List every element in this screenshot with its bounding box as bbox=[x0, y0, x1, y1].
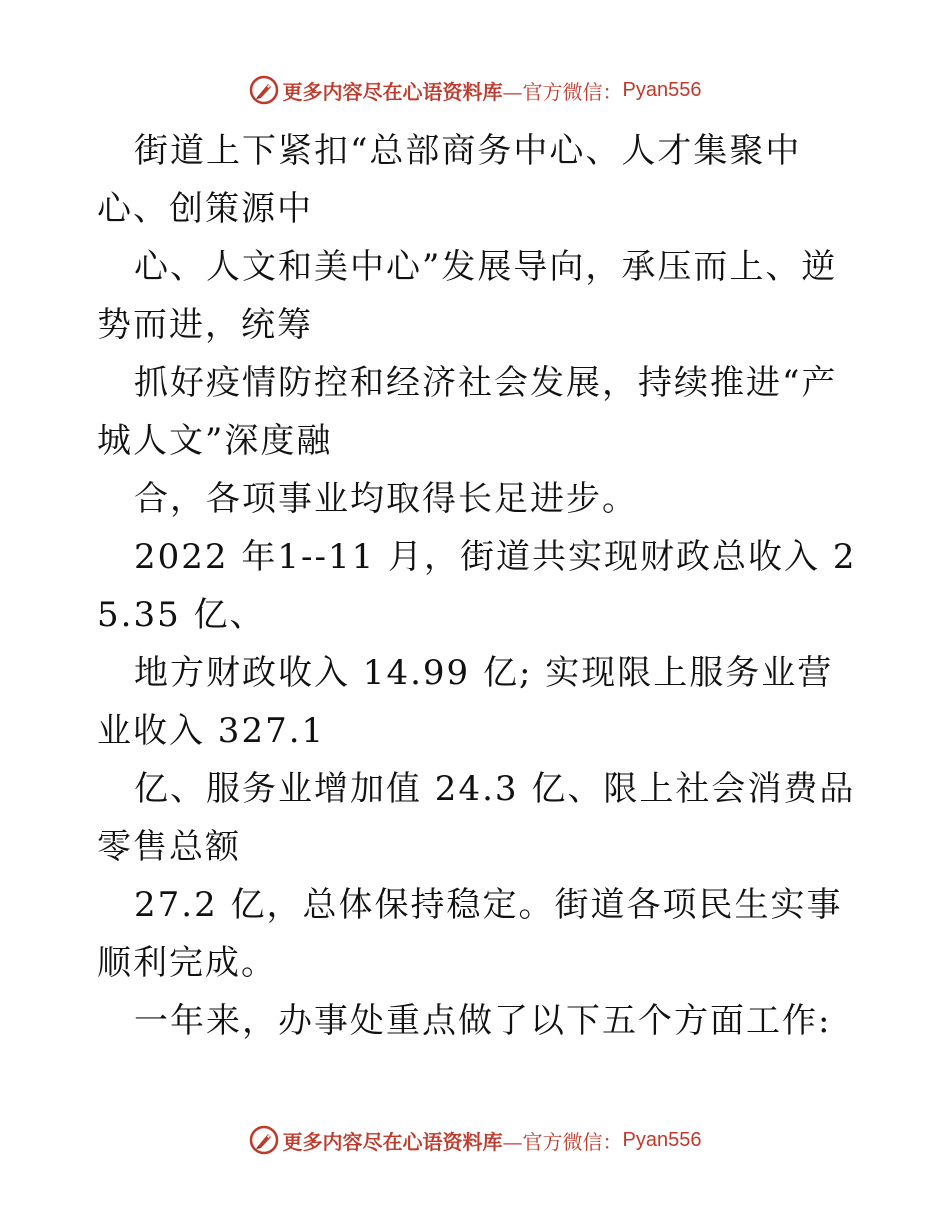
pen-nib-logo-icon bbox=[249, 1125, 279, 1155]
banner-sub-text: —官方微信： bbox=[502, 79, 623, 104]
document-body bbox=[97, 122, 867, 1050]
paragraph-7: 亿、服务业增加值 24.3 亿、限上社会消费品零售总额 bbox=[97, 769, 856, 867]
paragraph-1: 街道上下紧扣“总部商务中心、人才集聚中心、创策源中 bbox=[97, 131, 802, 229]
paragraph-3: 抓好疫情防控和经济社会发展，持续推进“产城人文”深度融 bbox=[97, 363, 838, 461]
banner-main-text: 更多内容尽在心语资料库 bbox=[282, 79, 503, 104]
paragraph-2: 心、人文和美中心”发展导向，承压而上、逆势而进，统筹 bbox=[97, 247, 838, 345]
paragraph-4: 合，各项事业均取得长足进步。 bbox=[134, 479, 638, 519]
header-banner bbox=[0, 70, 950, 110]
footer-banner bbox=[0, 1120, 950, 1160]
paragraph-8: 27.2 亿，总体保持稳定。街道各项民生实事顺利完成。 bbox=[97, 885, 843, 983]
footer-wechat-id: Pyan556 bbox=[622, 1128, 702, 1151]
paragraph-5: 2022 年1--11 月，街道共实现财政总收入 25.35 亿、 bbox=[97, 537, 857, 635]
banner-wechat-id: Pyan556 bbox=[622, 78, 702, 101]
footer-sub-text: —官方微信： bbox=[502, 1129, 623, 1154]
paragraph-6: 地方财政收入 14.99 亿; 实现限上服务业营业收入 327.1 bbox=[97, 653, 834, 751]
paragraph-9: 一年来，办事处重点做了以下五个方面工作: bbox=[134, 1001, 832, 1041]
footer-main-text: 更多内容尽在心语资料库 bbox=[282, 1129, 503, 1154]
pen-nib-logo-icon bbox=[249, 75, 279, 105]
